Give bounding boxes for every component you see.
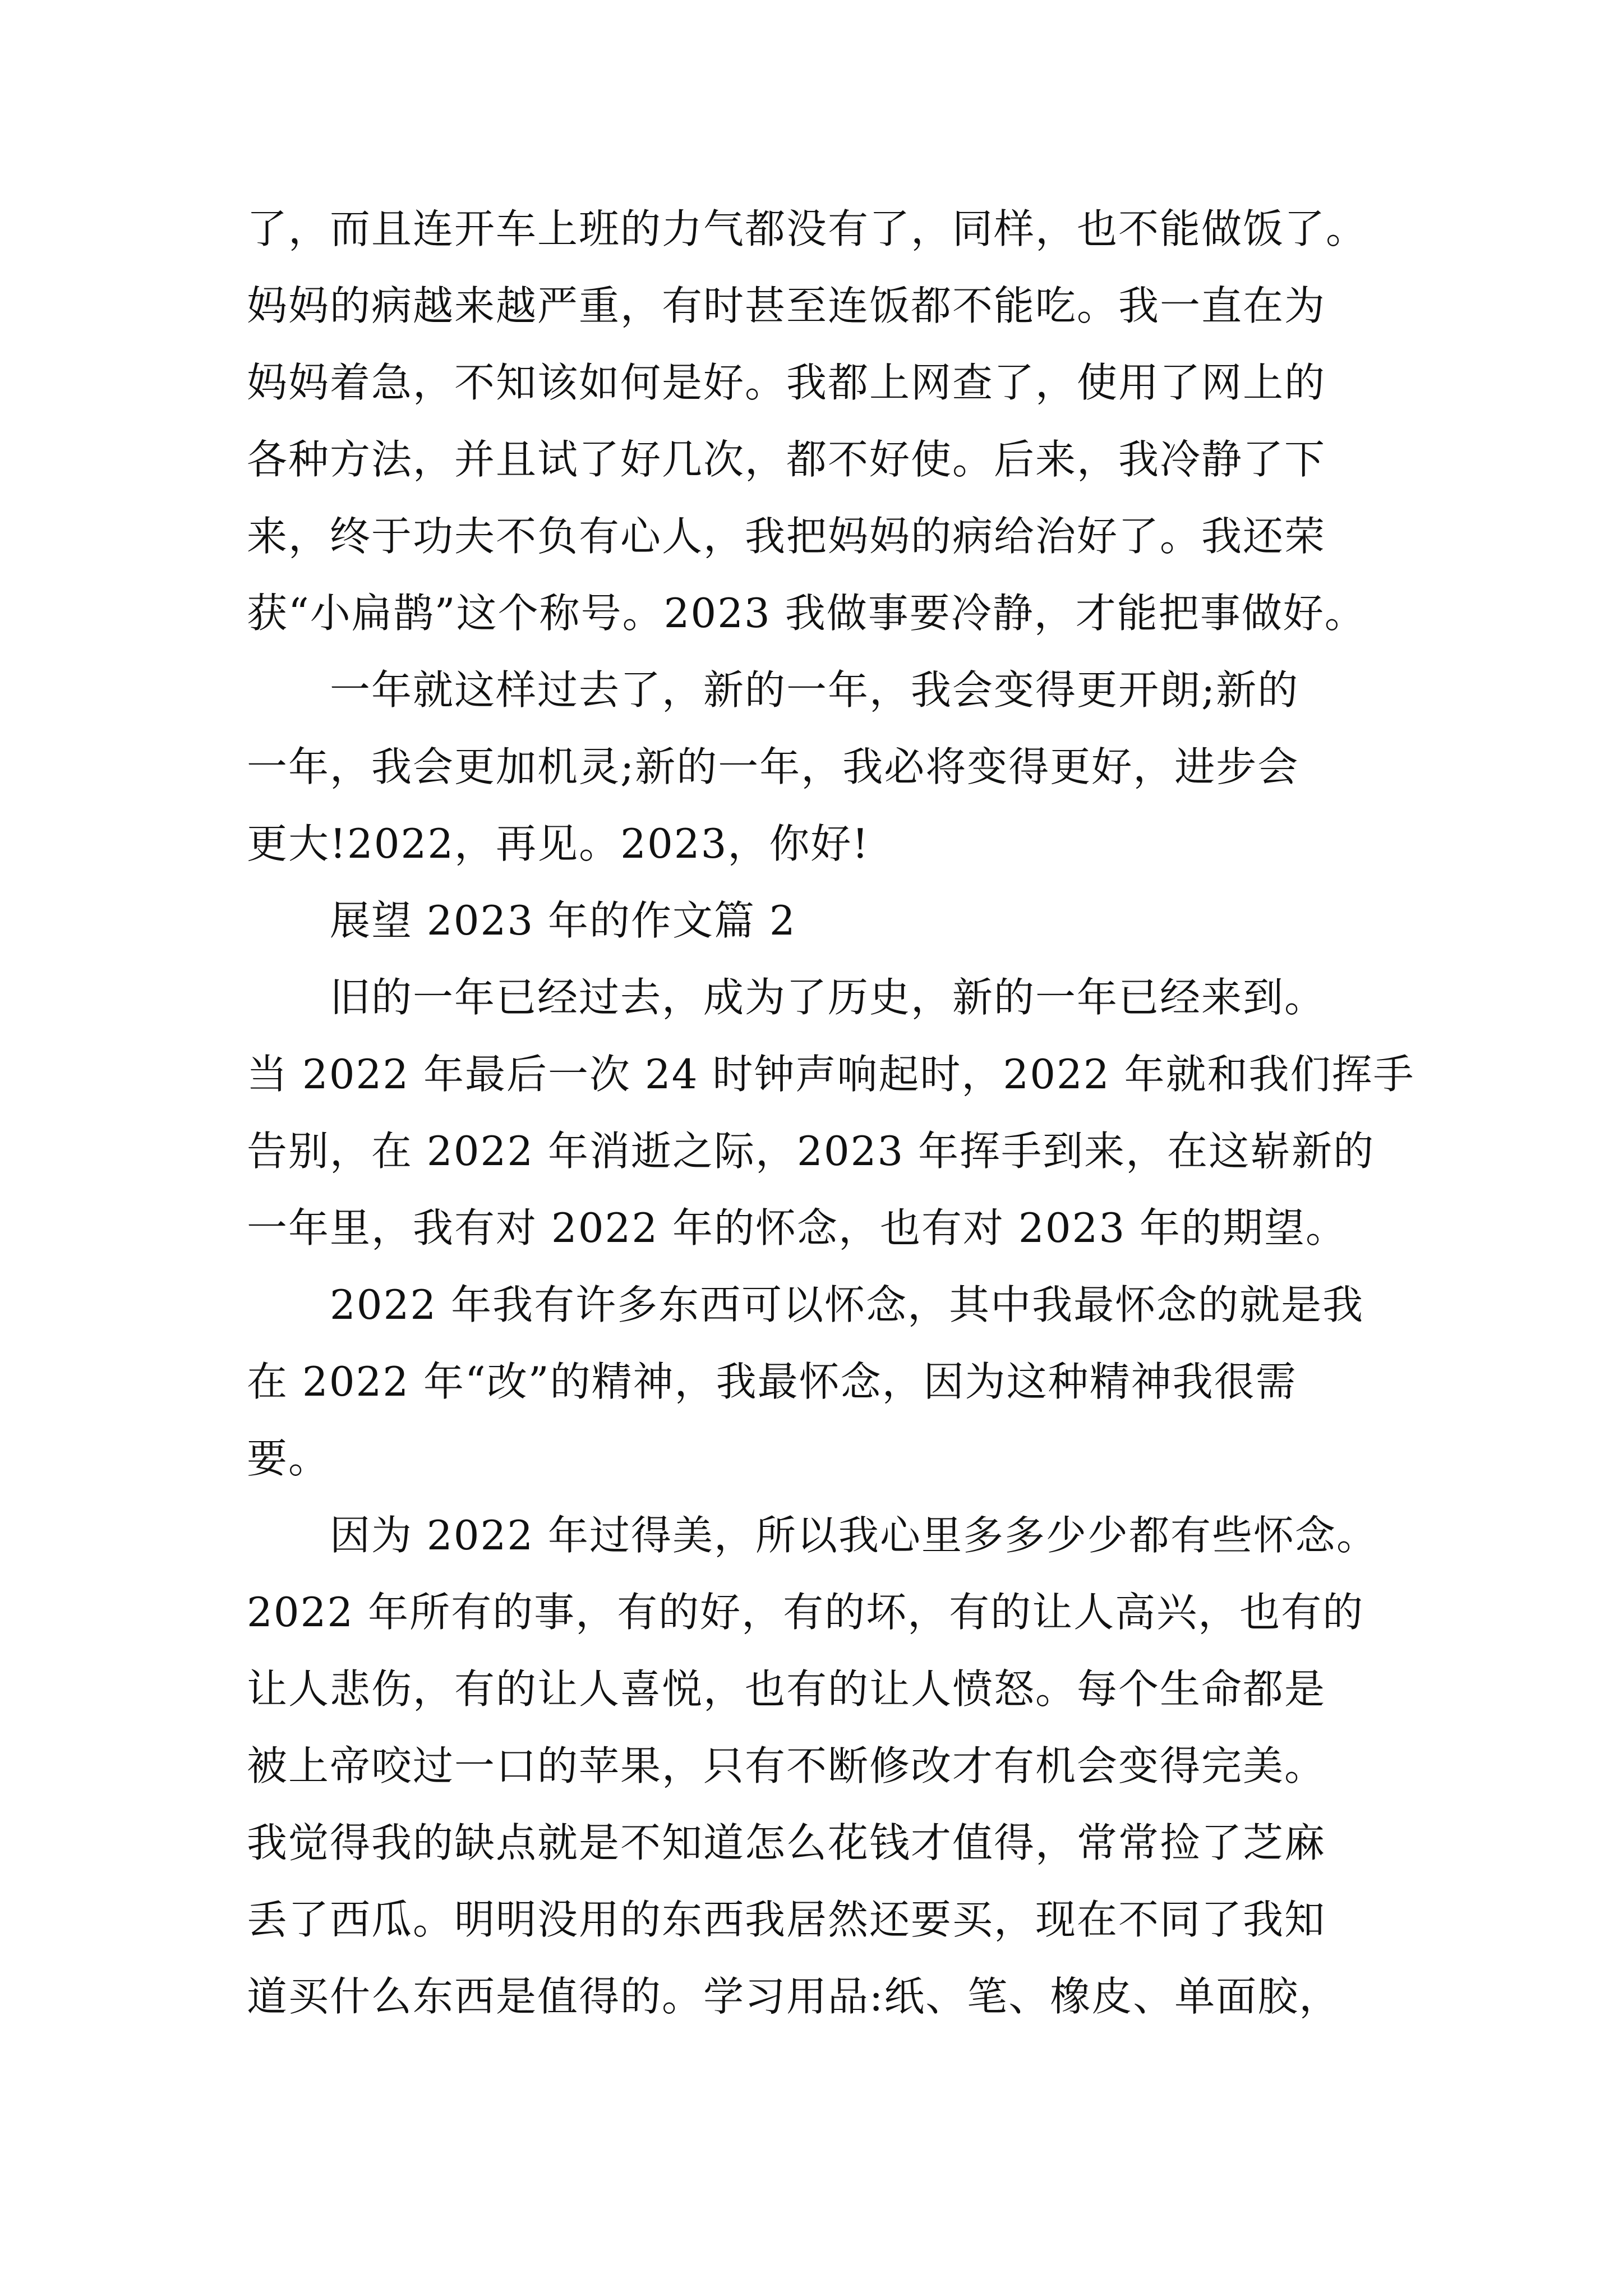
text-line: 告别，在 2022 年消逝之际，2023 年挥手到来，在这崭新的 [247, 1128, 1375, 1175]
text-line: 各种方法，并且试了好几次，都不好使。后来，我冷静了下 [247, 436, 1326, 483]
text-line: 当 2022 年最后一次 24 时钟声响起时，2022 年就和我们挥手 [247, 1051, 1415, 1098]
text-line: 要。 [247, 1435, 330, 1482]
essay-body [247, 191, 1415, 2035]
text-line: 丢了西瓜。明明没用的东西我居然还要买，现在不同了我知 [247, 1896, 1326, 1943]
text-line: 了，而且连开车上班的力气都没有了，同样，也不能做饭了。 [247, 205, 1368, 252]
text-line: 让人悲伤，有的让人喜悦，也有的让人愤怒。每个生命都是 [247, 1665, 1326, 1713]
text-line: 获“小扁鹊”这个称号。2023 我做事要冷静，才能把事做好。 [247, 590, 1366, 637]
text-line: 被上帝咬过一口的苹果，只有不断修改才有机会变得完美。 [247, 1742, 1326, 1789]
text-line: 在 2022 年“改”的精神，我最怀念，因为这种精神我很需 [247, 1358, 1297, 1405]
text-line: 因为 2022 年过得美，所以我心里多多少少都有些怀念。 [247, 1512, 1378, 1559]
section-heading: 展望 2023 年的作文篇 2 [247, 897, 796, 944]
text-line: 妈妈着急，不知该如何是好。我都上网查了，使用了网上的 [247, 359, 1326, 406]
text-line: 一年里，我有对 2022 年的怀念，也有对 2023 年的期望。 [247, 1204, 1348, 1251]
text-line: 来，终于功夫不负有心人，我把妈妈的病给治好了。我还荣 [247, 513, 1326, 560]
text-line: 道买什么东西是值得的。学习用品:纸、笔、橡皮、单面胶， [247, 1973, 1341, 2020]
text-line: 我觉得我的缺点就是不知道怎么花钱才值得，常常捡了芝麻 [247, 1819, 1326, 1866]
text-line: 一年就这样过去了，新的一年，我会变得更开朗;新的 [247, 666, 1299, 714]
text-line: 更大!2022，再见。2023，你好! [247, 820, 870, 867]
text-line: 一年，我会更加机灵;新的一年，我必将变得更好，进步会 [247, 743, 1299, 790]
text-line: 妈妈的病越来越严重，有时甚至连饭都不能吃。我一直在为 [247, 282, 1326, 329]
text-line: 2022 年我有许多东西可以怀念，其中我最怀念的就是我 [247, 1281, 1364, 1328]
text-line: 2022 年所有的事，有的好，有的坏，有的让人高兴，也有的 [247, 1589, 1364, 1636]
text-line: 旧的一年已经过去，成为了历史，新的一年已经来到。 [247, 974, 1326, 1021]
